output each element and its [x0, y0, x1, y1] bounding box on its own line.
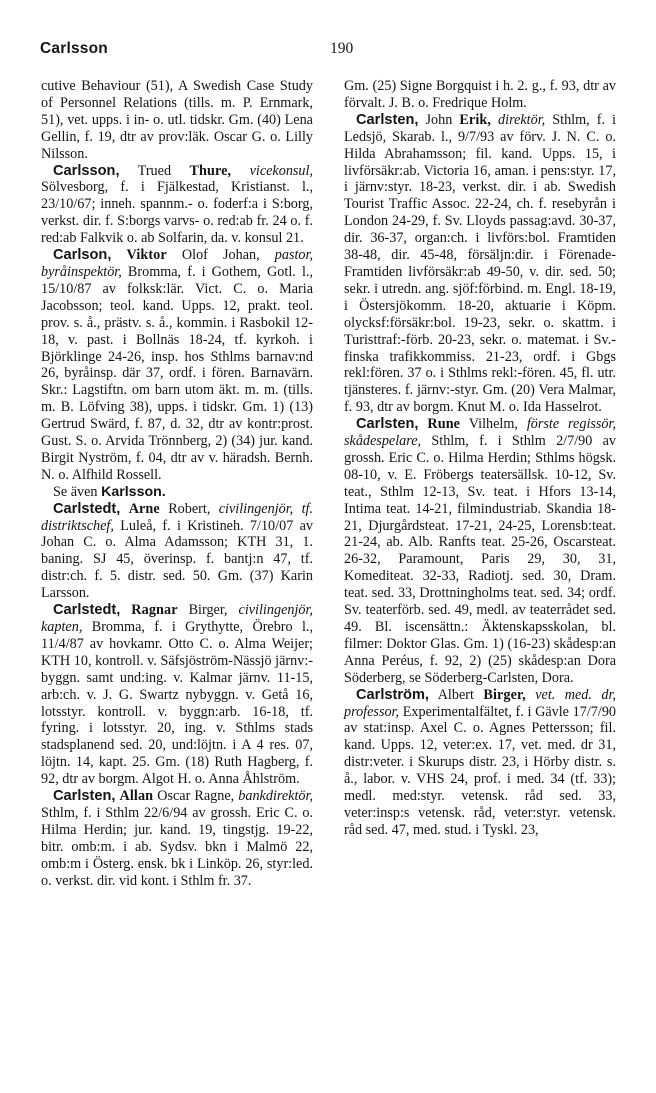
entry-carlstedt-ragnar: Carlstedt, Ragnar Birger, civilingenjör, kapten, Bromma, f. i Grythytte, Örebro l., 11/4/87 av hovkamr. Otto C. o. Alma Weijer; KTH 10, kontroll. v. Säfsjöström-Nässjö järnv:-byggn. samt und:ing. v. Kalmar järnv. 11-15, arb:ch. v. J. G. Swartz nybyggn. v. Getå 16, lotsstyr. kontroll. v. byggn:arb. 16-18, tf. fyring. i lotsstyr. 20, ing. v. Sthlms stads stadsplanend sed. 20, und:löjtn. i A 4 res. 07, löjtn. 14, kapt. 25. Gm. (18) Ruth Hagberg, f. 92, dtr av borgm. Algot H. o. Anna Åhlström.: [41, 602, 314, 788]
page-number: 190: [330, 40, 354, 57]
entry-continuation-right: Gm. (25) Signe Borgquist i h. 2. g., f. 93, dtr av förvalt. J. B. o. Fredrique Holm.: [344, 78, 616, 111]
entry-carlstedt-arne: Carlstedt, Arne Robert, civilingenjör, tf. distriktschef, Luleå, f. i Kristineh. 7/10/07 av Johan C. o. Alma Adamsson; KTH 31, 1. baning. SJ 45, överinsp. f. bantj:n 47, tf. distr:ch. f. 5. distr. sed. 50. Gm. (37) Karin Larsson.: [41, 500, 314, 602]
entry-carlson-viktor: Carlson, Viktor Olof Johan, pastor, byråinspektör, Bromma, f. i Gothem, Gotl. l., 15/10/87 av folksk:lär. Vict. C. o. Maria Jacobsson; teol. kand. Upps. 12, prakt. teol. prov. s. å., prästv. s. å., kommin. i Rasbokil 12-18, v. past. i Bollnäs 18-24, tf. kyrkoh. i Björklinge 24-26, insp. hos Sthlms barnav:nd 26, byråinsp. där 37, ordf. i fören. Barnavärn. Skr.: Lagstiftn. om barn utom äkt. m. m. (tills. m. B. Löfving 38), upps. i tidskr. Gm. 1) (13) Gertrud Swärd, f. 87, d. 32, dtr av kontr:prost. Gust. S. o. Arvida Trönnberg, 2) (34) jur. kand. Birgit Nyström, f. 04, dtr av v. häradsh. Bernh. N. o. Alfhild Rossell.: [41, 247, 314, 483]
entry-carlstrom-birger: Carlström, Albert Birger, vet. med. dr, professor, Experimentalfältet, f. i Gävle 17/7/90 av stat:insp. Axel C. o. Agnes Pettersson; fil. kand. Upps. 12, veter:ex. 17, vet. med. dr 31, distr:veter. i Skurups distr. 23, i Hörby distr. s. å., labor. v. VHS 24, prof. i med. 34 (tf. 33); medl. med:styr. vetensk. råd sed. 33, veter:insp:s vetensk. råd, veter:styr. vetensk. råd sed. 47, med. stud. i Tyskl. 23,: [344, 686, 617, 838]
running-head: Carlsson: [40, 40, 108, 57]
entry-carlsson-thure: Carlsson, Trued Thure, vicekonsul, Sölvesborg, f. i Fjälkestad, Kristianst. l., 23/10/67; inneh. spannm.- o. foderf:a i S:borg, verkst. dir. f. S:borgs varvs- o. red:ab fr. 24 o. f. red:ab Falkvik o. ab Solfarin, da. v. konsul 21.: [41, 162, 314, 247]
see-also-reference: Se även Karlsson.: [53, 483, 166, 500]
right-column: [344, 78, 616, 839]
entry-continuation: cutive Behaviour (51), A Swedish Case Study of Personnel Relations (tills. m. P. Ernmark, 51), vet. upps. i in- o. utl. tidskr. Gm. (40) Lena Gellin, f. 19, dtr av prov:läk. Oscar G. o. Lilly Nilsson.: [41, 78, 313, 162]
entry-carlsten-rune: Carlsten, Rune Vilhelm, förste regissör, skådespelare, Sthlm, f. i Sthlm 2/7/90 av grossh. Eric C. o. Hilma Herdin; Sthlms högsk. 08-10, v. E. Fröbergs teatersällsk. 10-12, Sv. teat., Sthlm 12-13, Sv. teat. i Hfors 13-14, Intima teat. 14-21, filmindustriab. Skandia 18-21, Djurgårdsteat. 17-21, 24-25, Lorensb:teat. 21-24, ab. Alb. Ranfts teat. 25-26, Oscarsteat. 26-32, Paramount, Paris 29, 30, 31, Komediteat. 32-33, Radiotj. sed. 30, Dram. teat. sed. 33, Drottningholms teat. sed. 34; ordf. Sv. teaterförb. sed. 49, medl. av teaterrådet sed. 49. Bl. iscensättn.: Äktenskapsskolan, bl. filmer: Doktor Glas. Gm. 1) (16-23) skådesp:an Anna Peréus, f. 92, 2) (25) skådesp:an Dora Söderberg, se Söderberg-Carlsten, Dora.: [344, 416, 617, 686]
page-header: [40, 40, 616, 66]
entry-carlsten-erik: Carlsten, John Erik, direktör, Sthlm, f. i Ledsjö, Skarab. l., 9/7/93 av förv. J. N. C. o. Hilda Abrahamsson; fil. kand. Upps. 15, i livförsäkr:ab. Victoria 16, aman. i pens:styr. 17, i järnv:styr. 18-23, verkst. dir. i ab. Swedish Tourist Traffic Assoc. 22-24, ch. f. resebyrån i London 24-29, f. Sv. Lloyds passag:avd. 30-37, dir. 36-37, organ:ch. i livförs:bol. Framtiden 38-48, dir. 45-48, försäljn:dir. i Förenade-Framtiden livförsäkr:ab 49-50, v. dir. sed. 50; sekr. i utredn. ang. sjöf:förbind. m. Engl. 18-19, i Östersjökomm. 18-20, aktuarie i Köpm. olycksf:försäkr:bol. 19-23, sekr. o. skattm. i Turisttraf:-förb. 20-23, sekr. o. matemat. i Sv.-finska trafikkommiss. 21-23, ordf. i Gbgs rekl:fören. 37 o. i Sthlms rekl:-fören. 45, fl. utr. tjänsteres. f. järnv:-styr. Gm. (20) Vera Malmar, f. 93, dtr av borgm. Knut M. o. Ida Hasselrot.: [344, 111, 617, 416]
entry-carlsten-allan: Carlsten, Allan Oscar Ragne, bankdirektör, Sthlm, f. i Sthlm 22/6/94 av grossh. Eric C. o. Hilma Herdin; jur. kand. 19, tingstjg. 19-22, bitr. omb:m. i ab. Sydsv. bkn i Malmö 22, omb:m i Österg. ensk. bk i Linköp. 26, styr:led. o. verkst. dir. vid kont. i Sthlm fr. 37.: [41, 788, 313, 889]
left-column: [41, 78, 313, 890]
